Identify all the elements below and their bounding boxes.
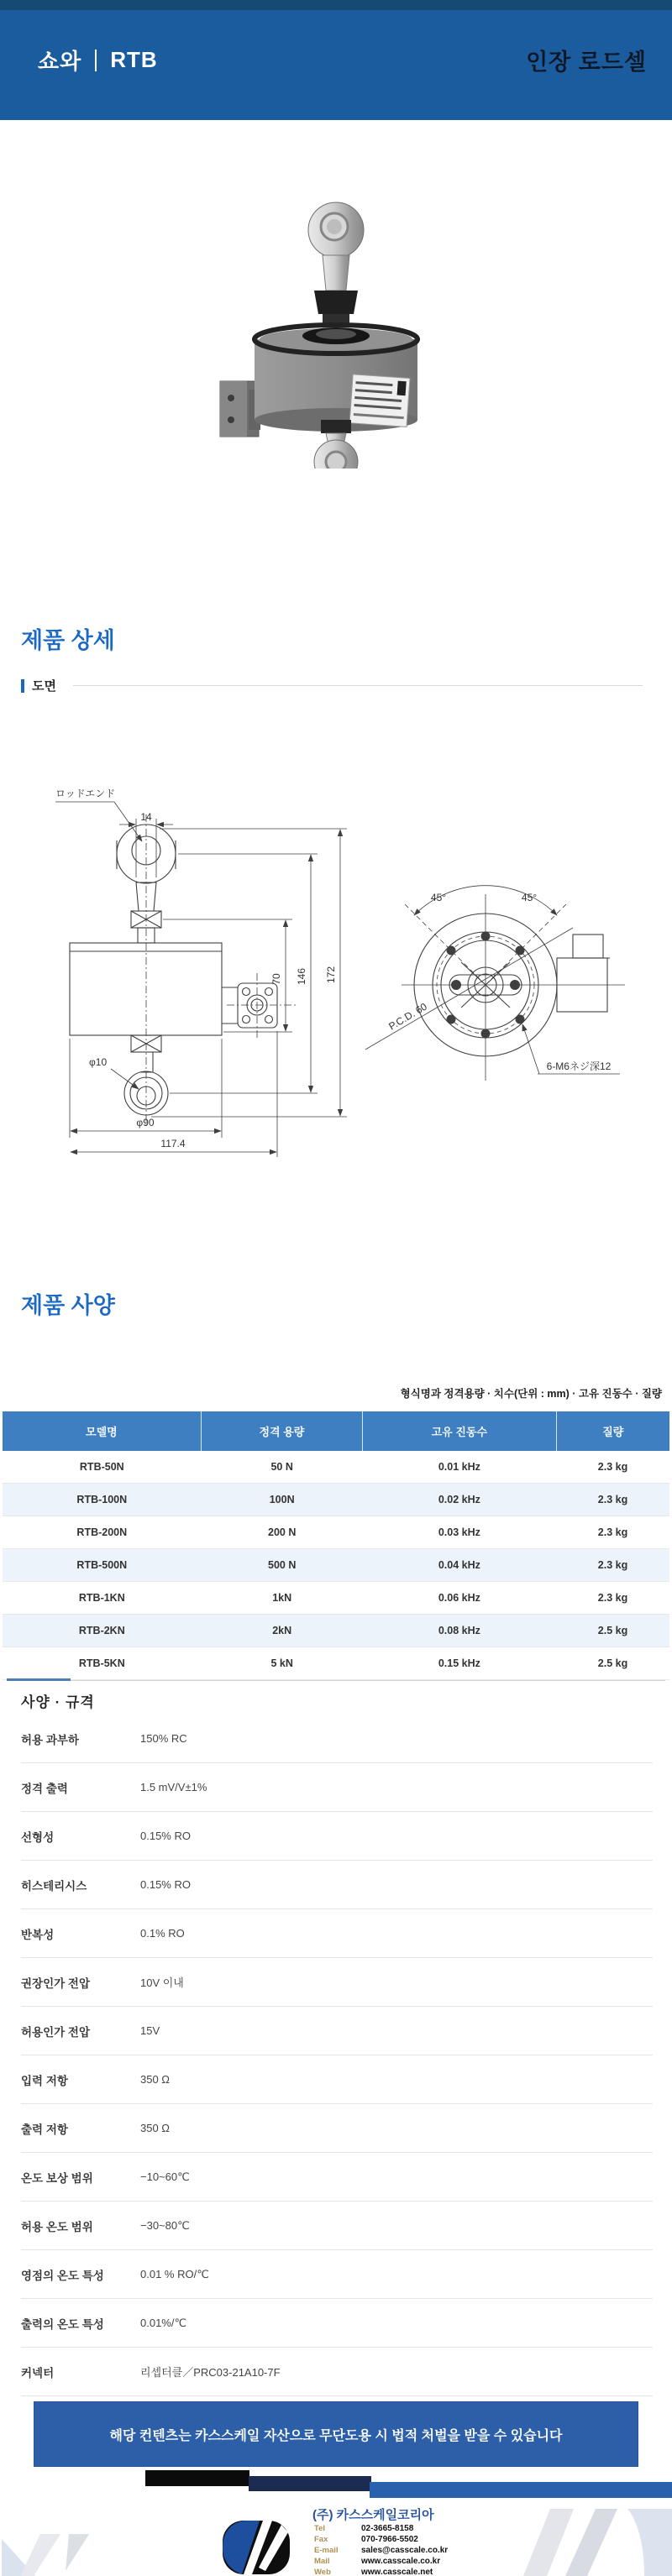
spec-label: 출력 저항 <box>21 2123 68 2136</box>
table-cell: 0.01 kHz <box>438 1461 480 1473</box>
contact-value: 070-7966-5502 <box>361 2535 418 2544</box>
side-view-construction <box>365 886 625 1081</box>
table-cell: 100N <box>269 1494 295 1505</box>
center-lines <box>146 814 296 1128</box>
brand-name: 쇼와 <box>38 49 82 74</box>
footer-stripe-blue <box>370 2482 672 2498</box>
angle-45-left: 45° <box>430 892 447 903</box>
spec-row <box>21 1909 653 1958</box>
spec-label: 허용 과부하 <box>21 1733 79 1746</box>
spec-label: 권장인가 전압 <box>21 1977 90 1990</box>
spec-label: 영점의 온도 특성 <box>21 2269 104 2282</box>
spec-value: 350 Ω <box>140 2073 171 2086</box>
contact-label: E-mail <box>314 2546 339 2555</box>
spec-row <box>21 2250 653 2299</box>
table-cell: 2.3 kg <box>597 1526 628 1538</box>
table-cell: 200 N <box>268 1526 297 1538</box>
copyright-text: 해당 컨텐츠는 카스스케일 자산으로 무단도용 시 법적 처벌을 받을 수 있습니다 <box>109 2428 563 2443</box>
spec-row <box>21 2202 653 2250</box>
table-row <box>3 1484 669 1516</box>
spec-label: 온도 보상 범위 <box>21 2171 93 2185</box>
column-header: 정격 용량 <box>202 1411 363 1451</box>
contact-row <box>314 2556 448 2567</box>
photo-rod-end-top <box>308 202 364 327</box>
contact-value: www.casscale.net <box>361 2568 433 2576</box>
contact-label: Fax <box>314 2535 328 2544</box>
model-name: RTB <box>110 47 158 72</box>
section-divider-accent <box>7 1678 71 1681</box>
dim-117-4: 117.4 <box>160 1138 186 1149</box>
spec-list <box>21 1715 653 2396</box>
pcd-label: P.C.D. 60 <box>386 1000 429 1033</box>
table-cell: 50 N <box>270 1461 293 1473</box>
spec-label: 허용 온도 범위 <box>21 2220 93 2233</box>
spec-label: 정격 출력 <box>21 1782 68 1795</box>
table-cell: 2.3 kg <box>597 1494 628 1505</box>
section-title-spec: 제품 사양 <box>21 1293 115 1318</box>
dim-14: 14 <box>140 811 152 823</box>
table-cell: 0.08 kHz <box>438 1625 480 1636</box>
table-cell: 0.15 kHz <box>438 1657 480 1669</box>
spec-value: 350 Ω <box>140 2122 171 2134</box>
contact-label: Mail <box>314 2557 330 2566</box>
dim-70: 70 <box>270 973 282 985</box>
spec-value: 0.1% RO <box>140 1927 185 1940</box>
header-bar <box>0 0 672 120</box>
table-cell: 2.3 kg <box>597 1559 628 1571</box>
table-cell: RTB-1KN <box>78 1592 125 1604</box>
contact-value: sales@casscale.co.kr <box>361 2546 449 2555</box>
subsection-rule <box>73 685 643 686</box>
contact-value: www.casscale.co.kr <box>361 2557 441 2566</box>
dia-90: φ90 <box>136 1117 155 1128</box>
spec-row <box>21 1763 653 1812</box>
contact-row <box>314 2567 448 2576</box>
table-cell: RTB-500N <box>76 1559 128 1571</box>
table-cell: 0.06 kHz <box>438 1592 480 1604</box>
spec-row <box>21 2153 653 2202</box>
table-cell: RTB-5KN <box>78 1657 125 1669</box>
watermark-right <box>517 2509 672 2576</box>
table-cell: 2.3 kg <box>597 1461 628 1473</box>
table-cell: 2.3 kg <box>597 1592 628 1604</box>
spec-row <box>21 1812 653 1861</box>
contact-label: Tel <box>314 2524 326 2533</box>
table-cell: RTB-50N <box>79 1461 124 1473</box>
spec-label: 선형성 <box>21 1830 55 1844</box>
spec-label: 반복성 <box>21 1928 55 1941</box>
drawing-subsection <box>21 677 643 694</box>
table-row <box>3 1647 669 1680</box>
brand-separator <box>95 50 97 71</box>
table-cell: 2.5 kg <box>597 1657 628 1669</box>
spec-value: 150% RC <box>140 1732 187 1745</box>
column-header: 모델명 <box>3 1411 202 1451</box>
table-cell: RTB-200N <box>76 1526 128 1538</box>
table-cell: 0.02 kHz <box>438 1494 480 1505</box>
section-title-detail: 제품 상세 <box>21 628 115 653</box>
table-row <box>3 1516 669 1549</box>
product-type-title: 인장 로드셀 <box>526 50 647 75</box>
spec-row <box>21 2348 653 2396</box>
table-cell: 500 N <box>268 1559 297 1571</box>
spec-value: 리셉터클／PRC03-21A10-7F <box>140 2366 281 2379</box>
spec-row <box>21 2299 653 2348</box>
section-divider <box>7 1680 665 1681</box>
contact-value: 02-3665-8158 <box>361 2524 414 2533</box>
table-cell: RTB-2KN <box>78 1625 125 1636</box>
spec-value: 0.15% RO <box>140 1830 191 1842</box>
spec-row <box>21 2055 653 2104</box>
rod-end-label: ロッドエンド <box>55 788 116 799</box>
spec-label: 히스테리시스 <box>21 1879 87 1893</box>
spec-row <box>21 1958 653 2007</box>
company-name: (주) 카스스케일코리아 <box>312 2508 434 2522</box>
dim-146: 146 <box>296 967 307 986</box>
spec-value: 10V 이내 <box>140 1977 184 1989</box>
spec-value: −30~80℃ <box>140 2218 190 2232</box>
dia-10: φ10 <box>89 1056 108 1068</box>
technical-drawing <box>25 735 664 1171</box>
drawing-subsection-label: 도면 <box>32 679 56 694</box>
spec-value: −10~60℃ <box>140 2170 190 2183</box>
photo-label-plate <box>349 374 410 427</box>
front-view <box>70 825 277 1115</box>
table-header-row <box>3 1411 669 1451</box>
spec-row <box>21 2104 653 2153</box>
table-note: 형식명과 정격용량 · 치수(단위 : mm) · 고유 진동수 · 질량 <box>400 1388 662 1400</box>
spec-row <box>21 1861 653 1909</box>
contact-row <box>314 2534 448 2545</box>
brand-row <box>38 0 158 120</box>
spec-value: 15V <box>140 2024 160 2037</box>
contact-list <box>314 2523 448 2576</box>
table-cell: 0.04 kHz <box>438 1559 480 1571</box>
spec-label: 출력의 온도 특성 <box>21 2317 104 2331</box>
copyright-banner <box>34 2401 638 2467</box>
spec-row <box>21 2007 653 2055</box>
table-cell: 0.03 kHz <box>438 1526 480 1538</box>
bolt-note-label: 6-M6ネジ深12 <box>546 1060 612 1072</box>
dim-172: 172 <box>325 966 337 984</box>
table-cell: 5 kN <box>270 1657 293 1669</box>
table-row <box>3 1582 669 1615</box>
angle-45-right: 45° <box>521 892 538 903</box>
spec-value: 1.5 mV/V±1% <box>140 1781 207 1793</box>
spec-label: 커넥터 <box>21 2366 55 2380</box>
subsection-accent-bar <box>21 679 24 693</box>
spec-value: 0.01%/℃ <box>140 2316 187 2329</box>
table-cell: RTB-100N <box>76 1494 128 1505</box>
table-row <box>3 1615 669 1647</box>
table-row <box>3 1451 669 1484</box>
model-spec-table <box>3 1411 669 1680</box>
contact-row <box>314 2523 448 2534</box>
contact-label: Web <box>314 2568 331 2576</box>
product-photo <box>210 191 462 469</box>
table-cell: 2kN <box>272 1625 292 1636</box>
spec-value: 0.15% RO <box>140 1878 191 1891</box>
watermark-left <box>0 2534 109 2576</box>
spec-value: 0.01 % RO/℃ <box>140 2267 209 2280</box>
company-logo <box>221 2519 291 2576</box>
table-body <box>3 1451 669 1680</box>
table-cell: 1kN <box>272 1592 292 1604</box>
footer-stripe-black <box>145 2470 249 2486</box>
table-cell: 2.5 kg <box>597 1625 628 1636</box>
spec-row <box>21 1715 653 1763</box>
spec-label: 허용인가 전압 <box>21 2025 90 2039</box>
table-row <box>3 1549 669 1582</box>
contact-row <box>314 2545 448 2556</box>
spec-label: 입력 저항 <box>21 2074 68 2087</box>
column-header: 고유 진동수 <box>363 1411 556 1451</box>
subspec-title: 사양 · 규격 <box>21 1694 95 1710</box>
photo-connector-block <box>220 381 260 437</box>
column-header: 질량 <box>602 1426 624 1438</box>
footer-stripe-navy <box>249 2476 371 2491</box>
